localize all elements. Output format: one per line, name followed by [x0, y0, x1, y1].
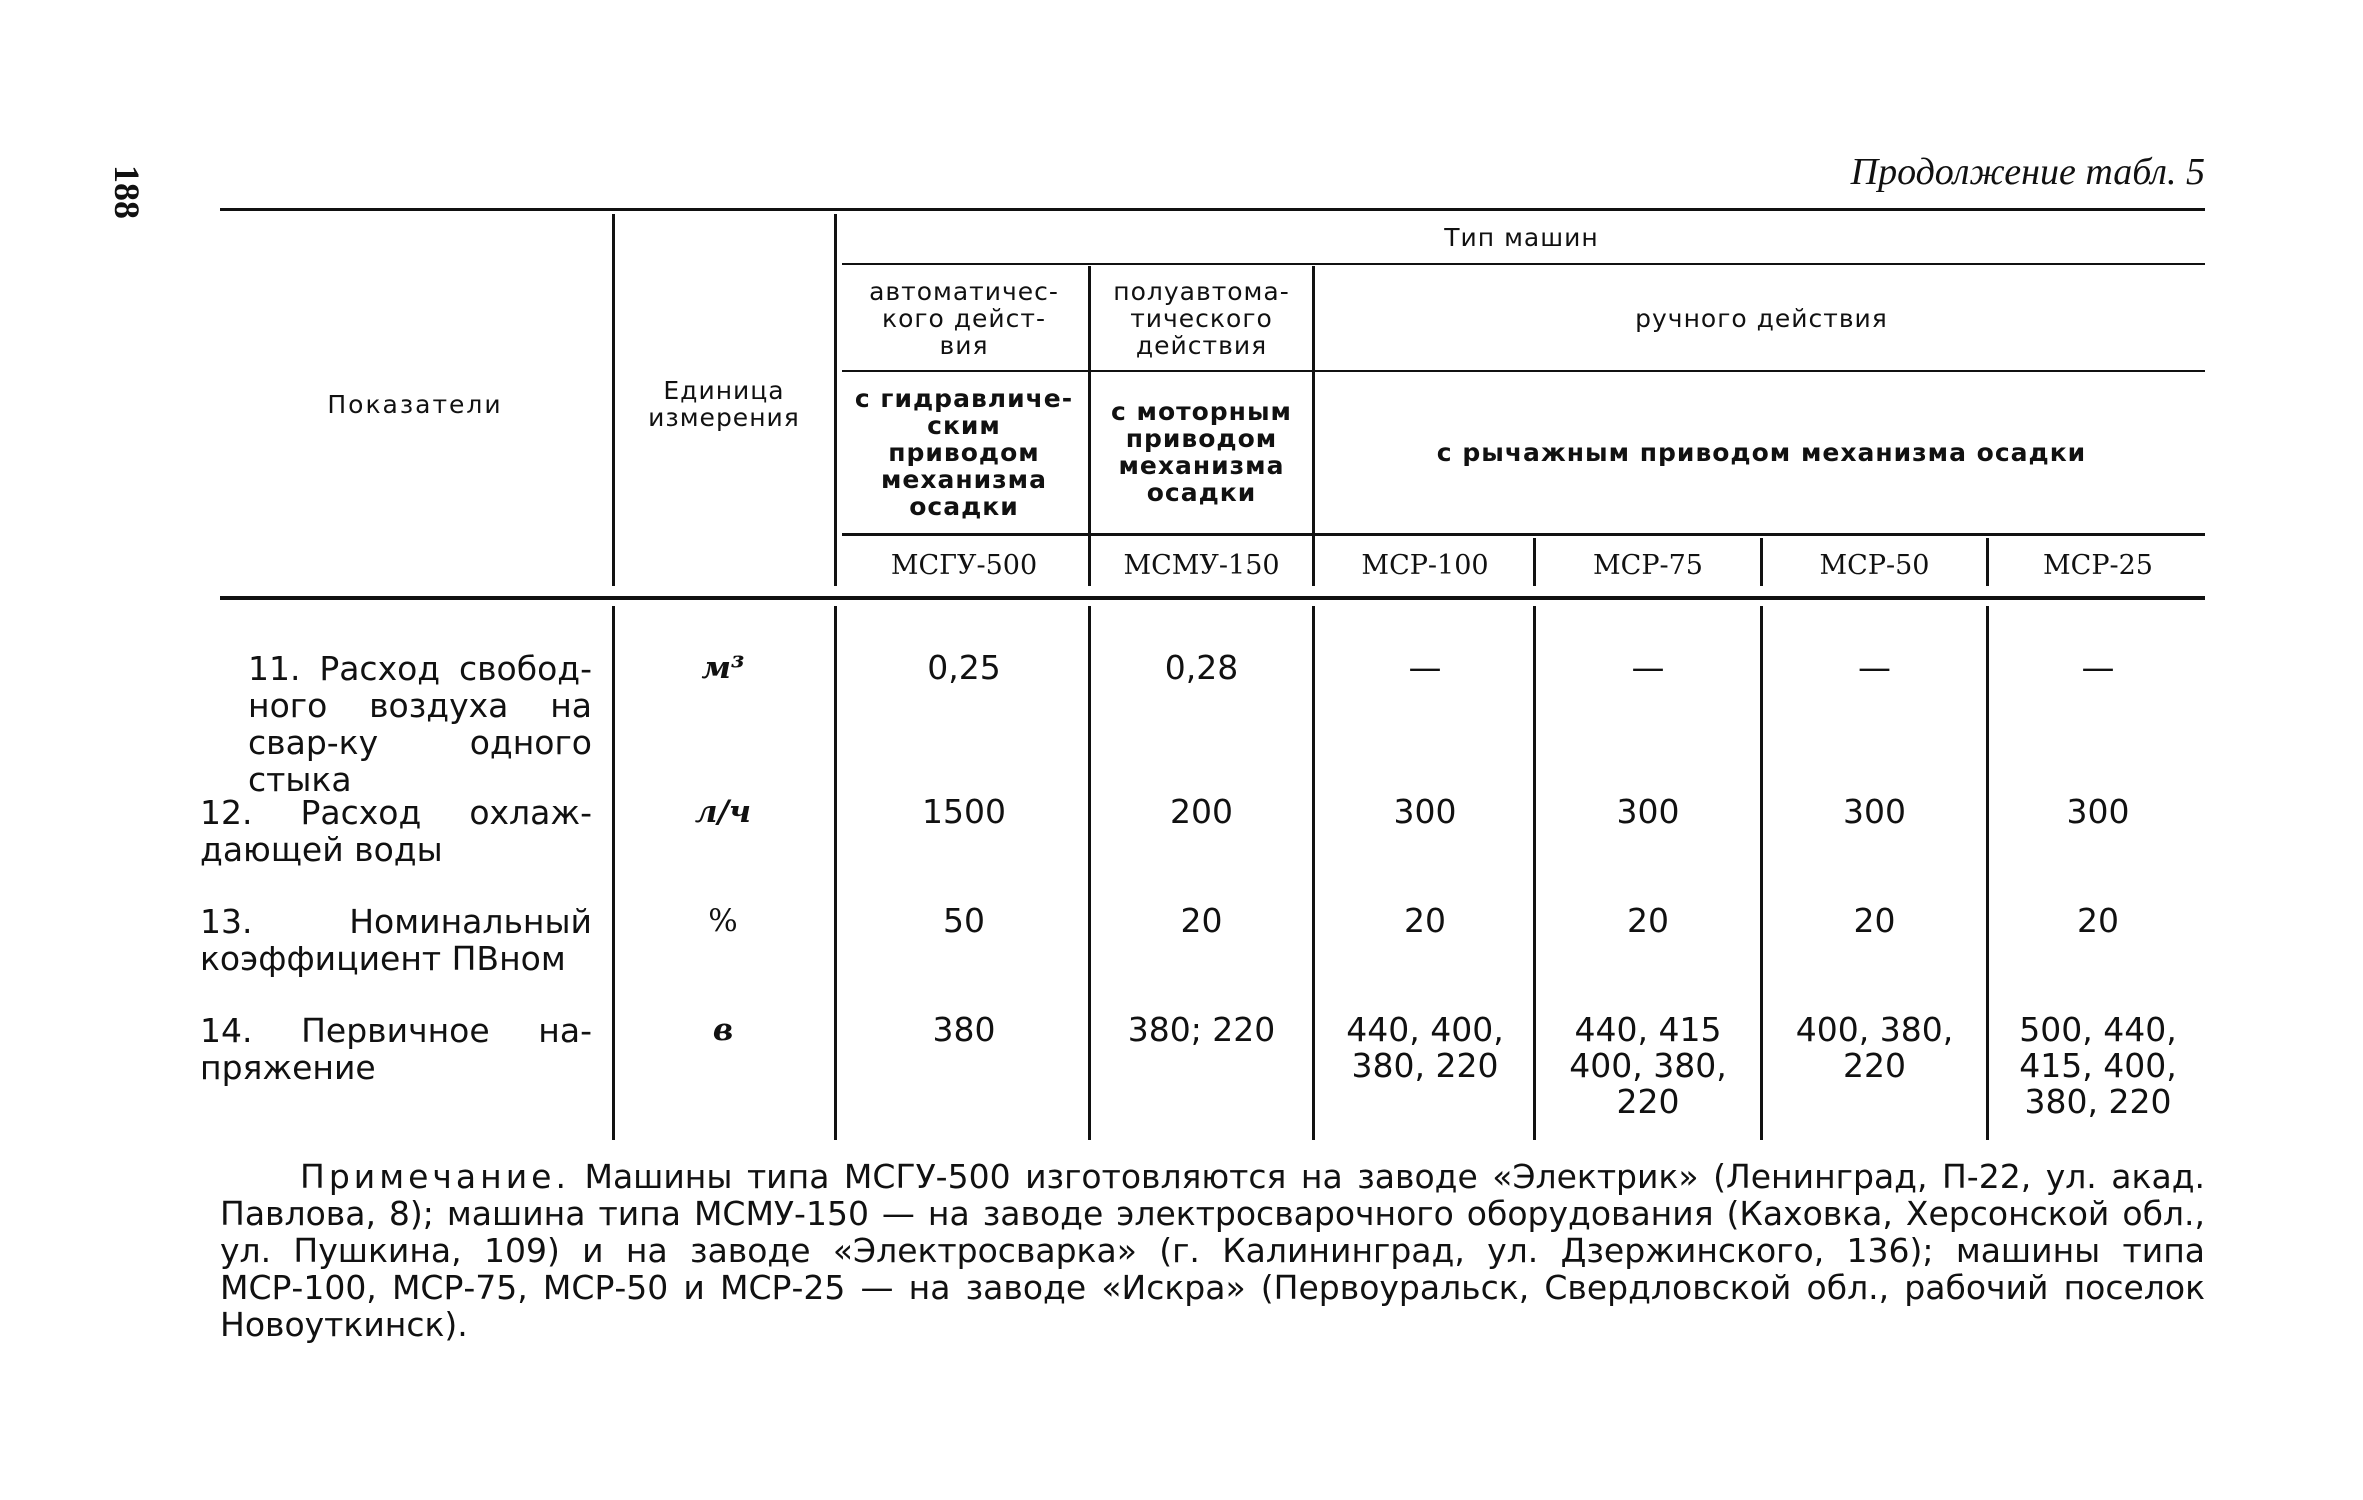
row-value: 1500: [922, 792, 1006, 831]
row-unit: м³: [701, 650, 745, 686]
header-bottom-rule: [220, 596, 2205, 600]
row-value: 20: [1404, 901, 1446, 940]
header-vrule-m2: [1760, 538, 1763, 586]
row-value: 300: [1843, 792, 1906, 831]
row-value: 20: [1180, 901, 1223, 940]
row-unit: в: [712, 1012, 734, 1048]
row-value: 200: [1170, 792, 1233, 831]
header-action-semiautomatic: полуавтома-тического действия: [1113, 276, 1290, 360]
row-value: 50: [943, 901, 985, 940]
body-vrule-m2: [1760, 606, 1763, 1140]
body-vrule-unit: [612, 606, 615, 1140]
rule-under-drive: [842, 533, 2205, 536]
row-indicator: 13. Номинальный коэффициент ПВном: [200, 902, 592, 978]
row-value: 0,28: [1164, 648, 1239, 687]
body-vrule-m1: [1533, 606, 1536, 1140]
row-value: —: [1858, 648, 1891, 687]
table-top-rule: [220, 208, 2205, 211]
table-continuation-caption: Продолжение табл. 5: [1850, 151, 2205, 193]
body-vrule-m3: [1986, 606, 1989, 1140]
header-vrule-m1: [1533, 538, 1536, 586]
row-value: 380; 220: [1127, 1010, 1276, 1049]
note-text: Машины типа МСГУ-500 изготовляются на заводе «Электрик» (Ленинград, П-22, ул. акад. Павлова, 8); машина типа МСМУ-150 — на заводе электросварочного оборудования (Каховка, Херсонской обл., ул. Пушкина, 109) и на заводе «Электросварка» (г. Калининград, ул. Дзержинского, 136); машины типа МСР-100, МСР-75, МСР-50 и МСР-25 — на заводе «Искра» (Первоуральск, Свердловской обл., рабочий поселок Новоуткинск).: [220, 1157, 2205, 1344]
body-vrule-g2: [1312, 606, 1315, 1140]
row-indicator: 14. Первичное на-пряжение: [200, 1011, 592, 1087]
header-vrule-types: [834, 214, 837, 586]
row-value: 440, 400, 380, 220: [1346, 1010, 1504, 1085]
body-vrule-types: [834, 606, 837, 1140]
rule-under-machine-type: [842, 263, 2205, 265]
header-vrule-g2: [1312, 266, 1315, 586]
row-value: —: [1631, 648, 1665, 687]
row-value: 300: [1616, 792, 1680, 831]
row-unit: %: [708, 903, 738, 939]
row-value: 0,25: [927, 648, 1001, 687]
header-action-automatic: автоматичес-кого дейст-вия: [869, 276, 1059, 360]
header-vrule-unit: [612, 214, 615, 586]
header-vrule-g1: [1088, 266, 1091, 586]
row-value: 20: [1853, 901, 1896, 940]
header-drive-lever: с рычажным приводом механизма осадки: [1436, 437, 2087, 467]
row-value: —: [1408, 648, 1442, 687]
header-model-msgu500: МСГУ-500: [890, 549, 1038, 581]
header-model-msr50: МСР-50: [1819, 549, 1930, 581]
row-indicator: 12. Расход охлаж-дающей воды: [200, 793, 592, 869]
body-vrule-g1: [1088, 606, 1091, 1140]
row-unit: л/ч: [694, 794, 752, 830]
header-model-msr100: МСР-100: [1361, 549, 1489, 581]
row-value: 20: [1627, 901, 1669, 940]
row-value: 500, 440, 415, 400, 380, 220: [2019, 1010, 2177, 1121]
row-value: 300: [2066, 792, 2130, 831]
header-model-msr25: МСР-25: [2043, 549, 2153, 581]
row-indicator: 11. Расход свобод-ного воздуха на свар-ку одного стыка: [248, 649, 592, 799]
row-value: 380: [932, 1010, 996, 1049]
row-value: 300: [1393, 792, 1457, 831]
header-action-manual: ручного действия: [1635, 303, 1888, 333]
header-drive-hydraulic: с гидравличе-ским приводом механизма осадки: [854, 383, 1074, 521]
note-label: Примечание.: [300, 1157, 570, 1196]
row-value: 440, 415 400, 380, 220: [1569, 1010, 1727, 1121]
rule-under-action: [842, 370, 2205, 372]
page-number: 188: [107, 165, 147, 219]
header-unit: Единица измерения: [648, 376, 800, 432]
table-note: [220, 1158, 2205, 1343]
row-value: 20: [2077, 901, 2119, 940]
row-value: —: [2081, 648, 2115, 687]
header-machine-type: Тип машин: [1444, 222, 1599, 252]
header-model-msmu150: МСМУ-150: [1123, 549, 1280, 581]
header-vrule-m3: [1986, 538, 1989, 586]
header-model-msr75: МСР-75: [1593, 549, 1703, 581]
header-indicators: Показатели: [327, 389, 503, 419]
row-value: 400, 380, 220: [1795, 1010, 1954, 1085]
header-drive-motor: с моторным приводом механизма осадки: [1110, 397, 1292, 507]
